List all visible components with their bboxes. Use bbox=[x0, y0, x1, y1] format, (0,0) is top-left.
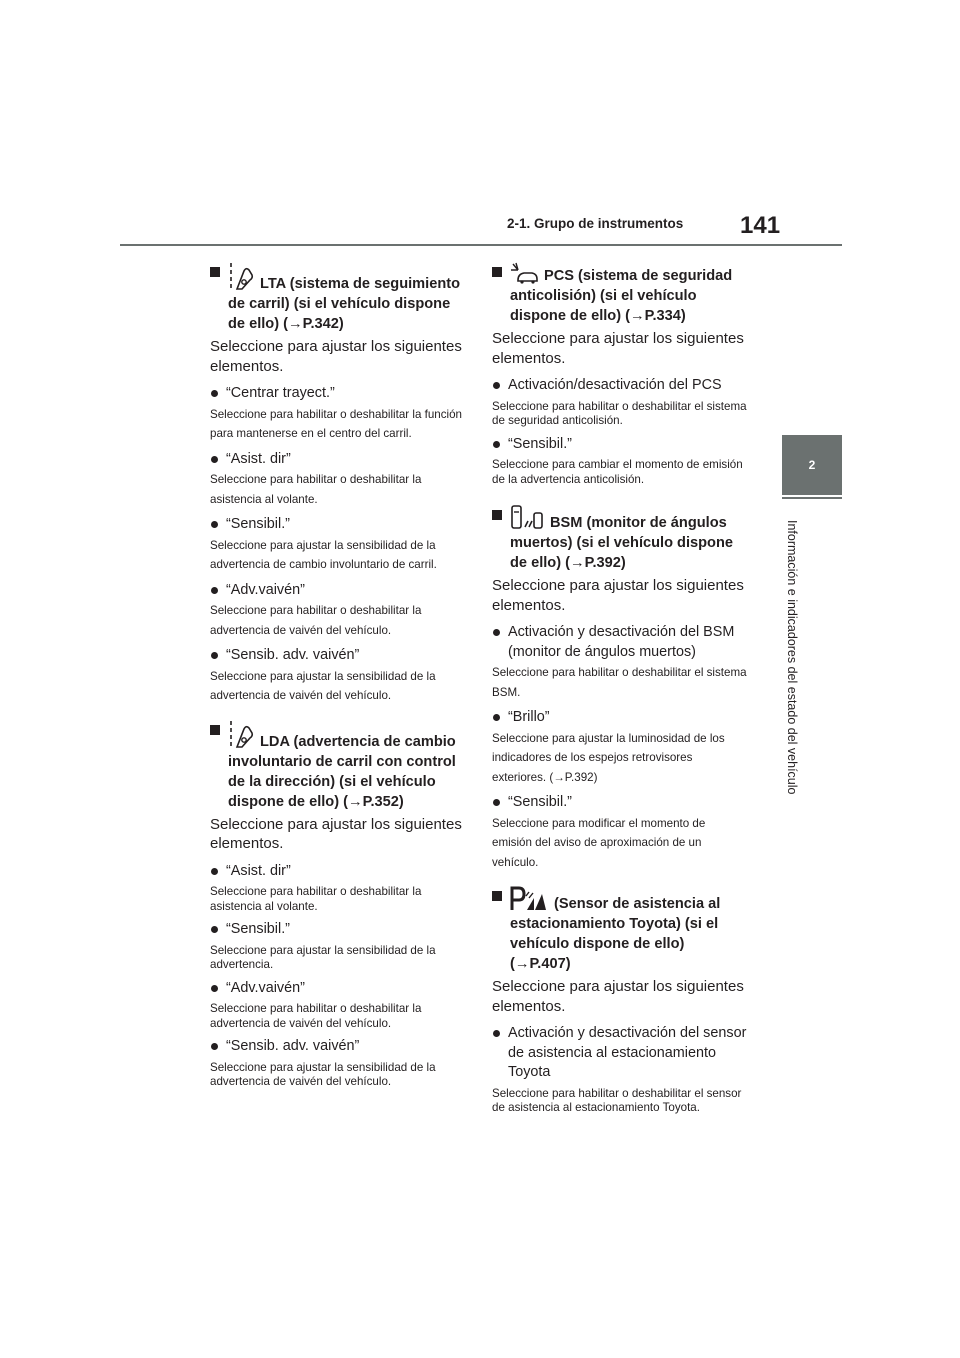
lane-trace-icon bbox=[228, 262, 254, 292]
lda-heading bbox=[210, 720, 466, 812]
list-item bbox=[492, 435, 748, 455]
item-label: Activación/desactivación del PCS bbox=[508, 377, 722, 393]
item-label: “Sensibil.” bbox=[226, 516, 290, 532]
list-item bbox=[492, 376, 748, 396]
item-description: Seleccione para habilitar o deshabilitar la función para mantenerse en el centro del carril. bbox=[210, 407, 462, 440]
bullet-dot bbox=[492, 1024, 508, 1083]
item-label: “Centrar trayect.” bbox=[226, 385, 335, 401]
square-bullet bbox=[210, 725, 222, 735]
item-label: Activación y desactivación del sensor de asistencia al estacionamiento Toyota bbox=[508, 1025, 747, 1080]
item-description: Seleccione para ajustar la sensibilidad de la advertencia de vaivén del vehículo. bbox=[210, 1060, 436, 1088]
bullet-dot bbox=[210, 450, 226, 470]
list-item bbox=[210, 862, 466, 882]
right-column bbox=[492, 262, 748, 1120]
lane-departure-icon bbox=[228, 720, 254, 750]
item-description: Seleccione para ajustar la sensibilidad de la advertencia de vaivén del vehículo. bbox=[210, 669, 436, 702]
bullet-dot bbox=[492, 623, 508, 662]
item-description: Seleccione para habilitar o deshabilitar la advertencia de vaivén del vehículo. bbox=[210, 1002, 422, 1030]
parking-heading-text: (Sensor de asistencia al estacionamiento Toyota) (si el vehículo dispone de ello) (→P.407) bbox=[510, 896, 721, 972]
pcs-intro: Seleccione para ajustar los siguientes elementos. bbox=[492, 330, 744, 367]
lta-heading bbox=[210, 262, 466, 334]
parking-section bbox=[492, 886, 748, 1116]
item-label: “Sensibil.” bbox=[226, 921, 290, 937]
item-description: Seleccione para habilitar o deshabilitar el sistema de seguridad anticolisión. bbox=[492, 399, 747, 427]
bullet-dot bbox=[492, 708, 508, 728]
item-description: Seleccione para habilitar o deshabilitar la asistencia al volante. bbox=[210, 885, 422, 913]
list-item bbox=[210, 450, 466, 470]
parking-sensor-icon bbox=[510, 886, 548, 912]
bullet-dot bbox=[492, 793, 508, 813]
bullet-dot bbox=[210, 862, 226, 882]
item-description: Seleccione para habilitar o deshabilitar el sistema BSM. bbox=[492, 666, 747, 699]
item-label: “Brillo” bbox=[508, 709, 550, 725]
bullet-dot bbox=[210, 515, 226, 535]
list-item bbox=[492, 623, 748, 662]
square-bullet bbox=[492, 510, 504, 520]
lda-heading-text: LDA (advertencia de cambio involuntario de carril con control de la dirección) (si el vehículo dispone de ello) (→P.352) bbox=[228, 733, 456, 810]
section-header-title: 2-1. Grupo de instrumentos bbox=[507, 216, 684, 231]
chapter-rule bbox=[782, 497, 842, 499]
list-item bbox=[210, 979, 466, 999]
pcs-heading bbox=[492, 262, 748, 326]
lta-intro: Seleccione para ajustar los siguientes elementos. bbox=[210, 338, 462, 375]
chapter-side-title bbox=[772, 501, 812, 813]
lda-intro: Seleccione para ajustar los siguientes elementos. bbox=[210, 815, 462, 852]
item-description: Seleccione para cambiar el momento de emisión de la advertencia anticolisión. bbox=[492, 458, 743, 486]
item-description: Seleccione para ajustar la sensibilidad de la advertencia. bbox=[210, 943, 436, 971]
list-item bbox=[210, 515, 466, 535]
item-label: “Sensib. adv. vaivén” bbox=[226, 647, 360, 663]
item-label: “Asist. dir” bbox=[226, 450, 291, 467]
item-label: “Adv.vaivén” bbox=[226, 979, 305, 996]
pcs-heading-text: PCS (sistema de seguridad anticolisión) (si el vehículo dispone de ello) (→P.334) bbox=[510, 268, 733, 324]
bullet-dot bbox=[210, 581, 226, 601]
item-description: Seleccione para ajustar la luminosidad de los indicadores de los espejos retrovisores exteriores. (→P.392) bbox=[492, 731, 725, 784]
item-label: “Asist. dir” bbox=[226, 862, 291, 879]
lda-section bbox=[210, 720, 466, 1090]
chapter-number: 2 bbox=[808, 458, 816, 472]
item-label: “Adv.vaivén” bbox=[226, 581, 305, 598]
parking-heading bbox=[492, 886, 748, 974]
page-number: 141 bbox=[740, 212, 781, 239]
bullet-dot bbox=[210, 979, 226, 999]
left-column bbox=[210, 262, 466, 1094]
bullet-dot bbox=[210, 384, 226, 404]
bullet-dot bbox=[210, 920, 226, 940]
lta-section bbox=[210, 262, 466, 706]
list-item bbox=[210, 1037, 466, 1057]
pcs-section bbox=[492, 262, 748, 487]
list-item bbox=[210, 646, 466, 666]
bullet-dot bbox=[210, 646, 226, 666]
list-item bbox=[492, 708, 748, 728]
bsm-heading-text: BSM (monitor de ángulos muertos) (si el vehículo dispone de ello) (→P.392) bbox=[510, 515, 734, 571]
item-description: Seleccione para habilitar o deshabilitar la advertencia de vaivén del vehículo. bbox=[210, 604, 422, 637]
chapter-title: Información e indicadores del estado del vehículo bbox=[785, 519, 799, 795]
list-item bbox=[492, 793, 748, 813]
parking-intro: Seleccione para ajustar los siguientes elementos. bbox=[492, 978, 744, 1015]
bullet-dot bbox=[210, 1037, 226, 1057]
square-bullet bbox=[492, 267, 504, 277]
square-bullet bbox=[492, 891, 504, 901]
bsm-intro: Seleccione para ajustar los siguientes elementos. bbox=[492, 577, 744, 614]
item-label: “Sensib. adv. vaivén” bbox=[226, 1038, 360, 1054]
item-label: “Sensibil.” bbox=[508, 794, 572, 810]
lta-heading-text: LTA (sistema de seguimiento de carril) (si el vehículo dispone de ello) (→P.342) bbox=[228, 276, 461, 332]
bsm-heading bbox=[492, 505, 748, 573]
list-item bbox=[210, 384, 466, 404]
item-label: “Sensibil.” bbox=[508, 435, 572, 452]
item-description: Seleccione para ajustar la sensibilidad de la advertencia de cambio involuntario de carril. bbox=[210, 538, 437, 571]
list-item bbox=[492, 1024, 748, 1083]
list-item bbox=[210, 920, 466, 940]
pre-collision-icon bbox=[510, 262, 538, 284]
item-label: Activación y desactivación del BSM (monitor de ángulos muertos) bbox=[508, 624, 735, 660]
bullet-dot bbox=[492, 376, 508, 396]
item-description: Seleccione para habilitar o deshabilitar el sensor de asistencia al estacionamiento Toyota. bbox=[492, 1086, 742, 1114]
item-description: Seleccione para habilitar o deshabilitar la asistencia al volante. bbox=[210, 473, 422, 506]
list-item bbox=[210, 581, 466, 601]
bullet-dot bbox=[492, 435, 508, 455]
square-bullet bbox=[210, 267, 222, 277]
blind-spot-icon bbox=[510, 505, 544, 531]
bsm-section bbox=[492, 505, 748, 872]
chapter-tab bbox=[782, 435, 842, 495]
header-rule bbox=[120, 244, 842, 246]
item-description: Seleccione para modificar el momento de emisión del aviso de aproximación de un vehículo. bbox=[492, 816, 706, 869]
